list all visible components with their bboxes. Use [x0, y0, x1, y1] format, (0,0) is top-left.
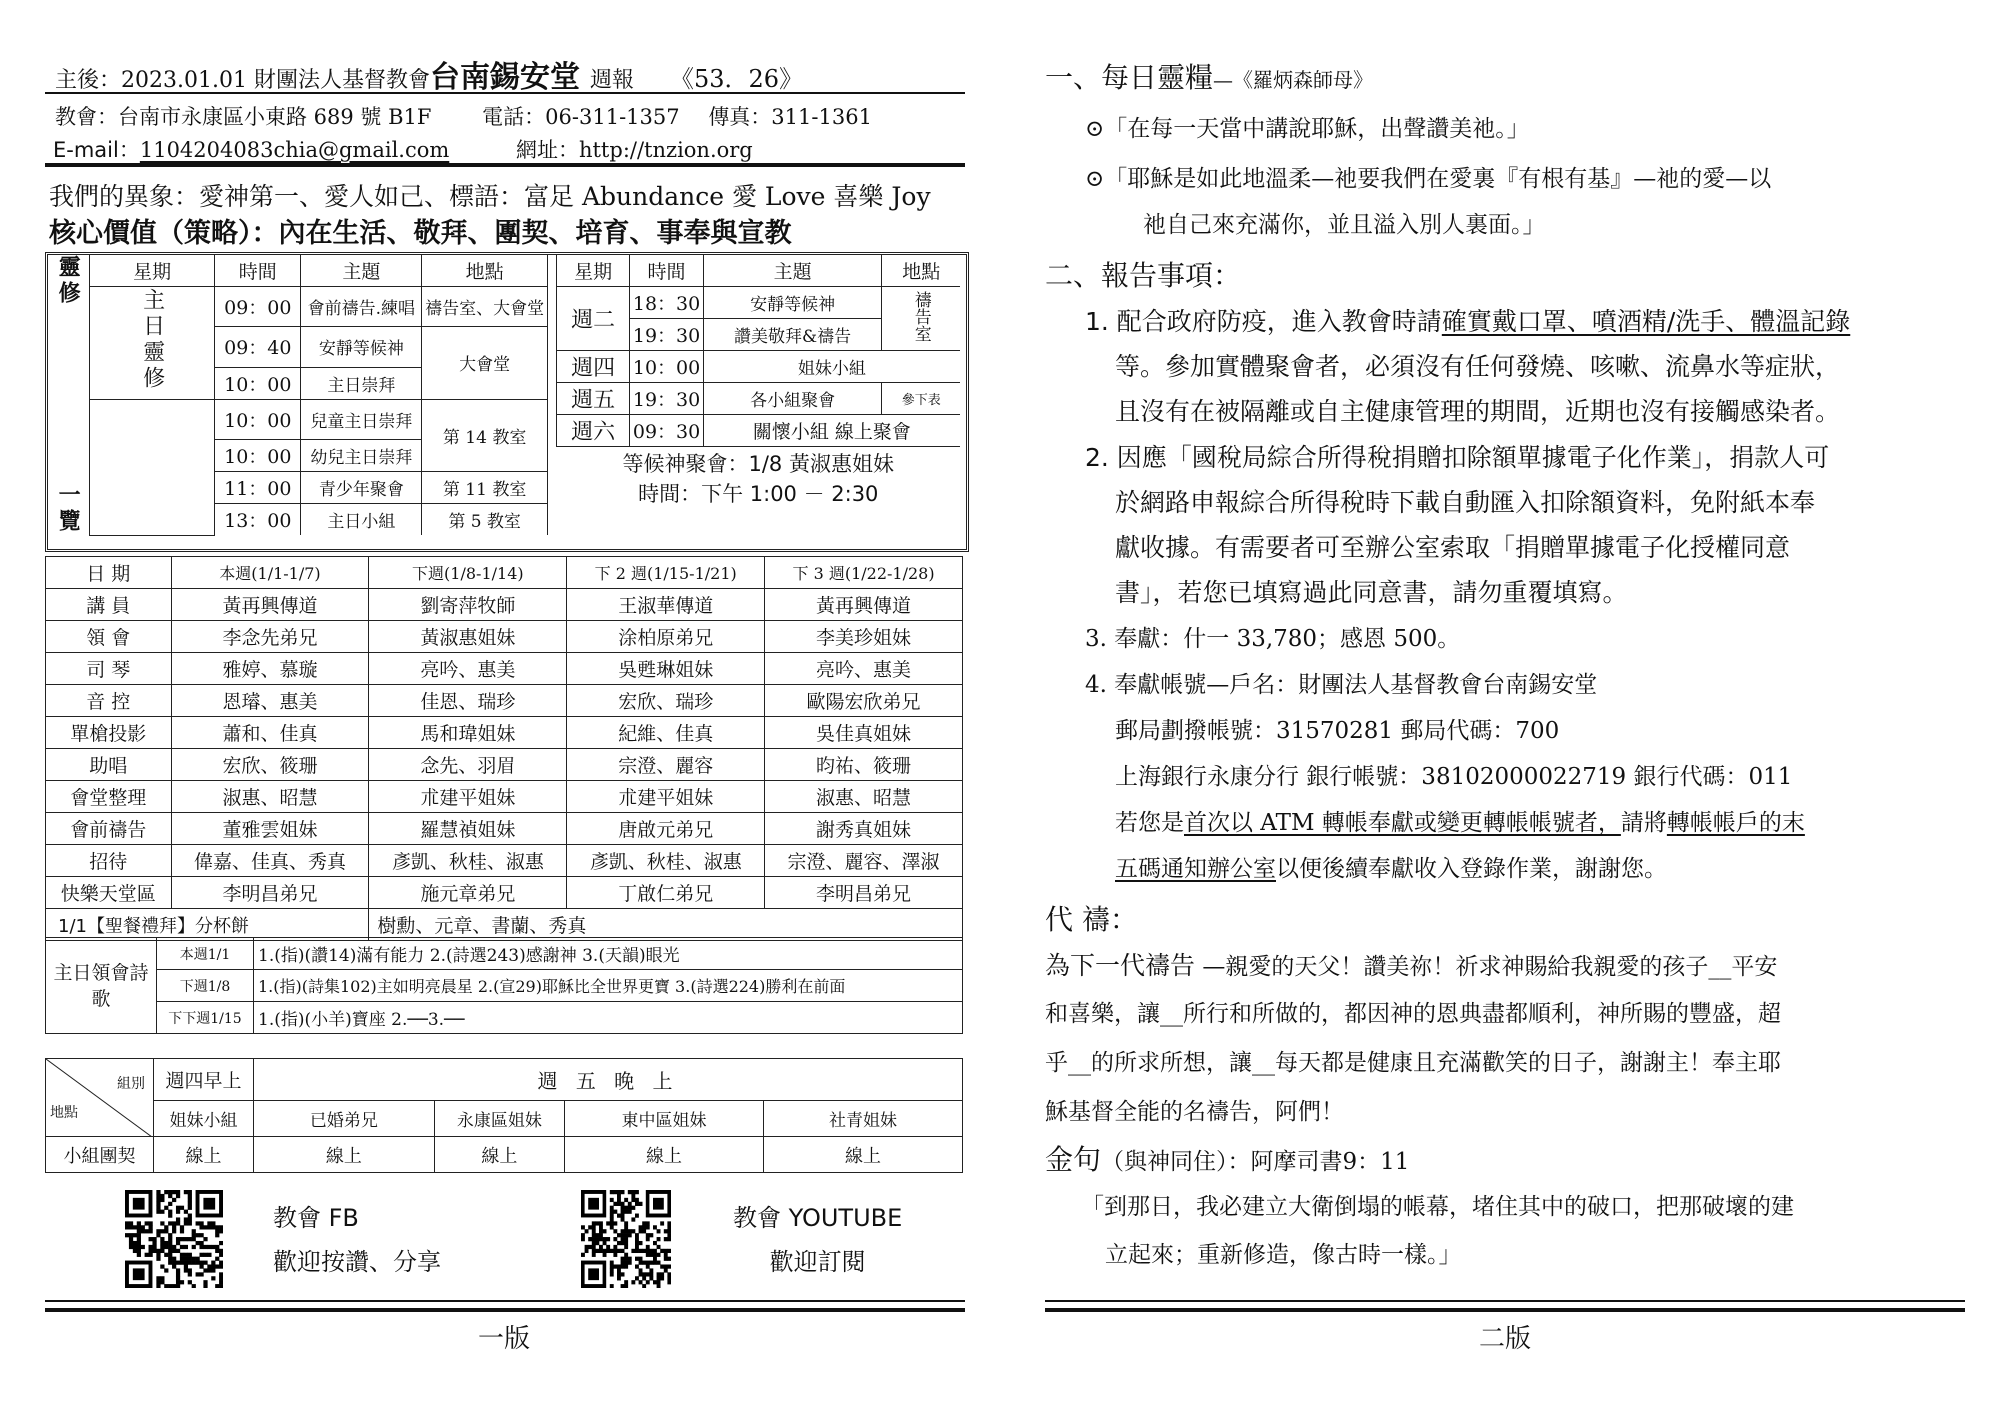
- footer-rule-thick: [1045, 1308, 1965, 1312]
- verse-reference: （與神同住）：阿摩司書9：11: [1101, 1149, 1410, 1175]
- church-name: 台南錫安堂: [429, 60, 580, 95]
- duty-role: 會前禱告: [46, 813, 172, 845]
- time-cell: 09：00: [215, 287, 301, 327]
- duty-cell: 宗澄、麗容: [567, 749, 765, 781]
- facebook-subtitle: 歡迎按讚、分享: [273, 1248, 441, 1276]
- group-place: 線上: [565, 1137, 764, 1173]
- verse-line1: 「到那日，我必建立大衛倒塌的帳幕，堵住其中的破口，把那破壞的建: [1081, 1194, 1794, 1220]
- topic-cell: 兒童主日崇拜: [301, 399, 422, 439]
- facebook-qr[interactable]: [125, 1190, 223, 1292]
- waiting-meeting: [557, 447, 961, 512]
- duty-cell: 黃再興傳道: [171, 589, 369, 621]
- time-cell: 19：30: [630, 383, 703, 415]
- topic-cell: 姐妹小組: [703, 351, 960, 383]
- duty-role: 招待: [46, 845, 172, 877]
- corner-top: 組別: [117, 1076, 146, 1092]
- small-group-table: [45, 1058, 963, 1173]
- qr-code-icon[interactable]: [581, 1190, 671, 1288]
- header-prefix: 主後：2023.01.01 財團法人基督教會: [55, 68, 430, 93]
- hymn-songs: 1.(指)(小羊)寶座 2.──3.──: [254, 1002, 963, 1034]
- duty-row: [46, 813, 963, 845]
- duty-cell: 佳恩、瑞珍: [369, 685, 567, 717]
- header-place: 地點: [882, 255, 960, 287]
- place-cell: 禱告室: [882, 287, 960, 351]
- duty-cell: 王淑華傳道: [567, 589, 765, 621]
- header-suffix: 週報: [589, 68, 634, 93]
- duty-cell: 唐啟元弟兄: [567, 813, 765, 845]
- address: 教會：台南市永康區小東路 689 號 B1F: [55, 105, 432, 129]
- announcement-1-line2: 等。參加實體聚會者，必須沒有任何發燒、咳嗽、流鼻水等症狀，: [1115, 352, 1841, 381]
- topic-cell: 關懷小組 線上聚會: [703, 415, 960, 447]
- duty-cell: 吳佳真姐妹: [765, 717, 963, 749]
- daily-bread-heading: [1045, 56, 1965, 96]
- group-corner: [46, 1059, 154, 1137]
- page-two-label: 二版: [1478, 1324, 1531, 1354]
- announcement-3: 3. 奉獻：什一 33,780；感恩 500。: [1085, 626, 1461, 652]
- duty-row: [46, 845, 963, 877]
- duty-role: 快樂天堂區: [46, 877, 172, 909]
- postal-account: 郵局劃撥帳號：31570281 郵局代碼：700: [1115, 718, 1560, 744]
- golden-verse: [1045, 1138, 1965, 1178]
- duty-cell: 念先、羽眉: [369, 749, 567, 781]
- duty-role: 單槍投影: [46, 717, 172, 749]
- header-topic: 主題: [301, 255, 422, 287]
- duty-cell: 黃再興傳道: [765, 589, 963, 621]
- time-cell: 13：00: [215, 504, 301, 536]
- header-weekday: 星期: [557, 255, 630, 287]
- daily-bread-title: 一、每日靈糧: [1045, 61, 1214, 94]
- time-cell: 10：00: [630, 351, 703, 383]
- facebook-caption: [273, 1196, 441, 1284]
- issue-number: 《53．26》: [669, 65, 804, 93]
- group-place: 線上: [434, 1137, 564, 1173]
- duty-role: 會堂整理: [46, 781, 172, 813]
- duty-cell: 李念先弟兄: [171, 621, 369, 653]
- header-time: 時間: [215, 255, 301, 287]
- bulletin-header: [55, 52, 955, 95]
- communion-names: 樹勳、元章、書蘭、秀真: [369, 909, 963, 941]
- duty-role: 講 員: [46, 589, 172, 621]
- prayer-label: 為下一代禱告: [1045, 951, 1196, 980]
- topic-cell: 安靜等候神: [703, 287, 882, 319]
- bullet-icon: ⊙: [1085, 166, 1105, 192]
- announcement-1: 1. 配合政府防疫，進入教會時請確實戴口罩、噴酒精/洗手、體溫記錄: [1085, 307, 1851, 336]
- daily-bread-author: —《羅炳森師母》: [1213, 68, 1374, 92]
- duty-row: [46, 749, 963, 781]
- duty-cell: 馬和瑋姐妹: [369, 717, 567, 749]
- hymn-songs: 1.(指)(詩集102)主如明亮晨星 2.(宣29)耶穌比全世界更寶 3.(詩選224)勝利在前面: [254, 970, 963, 1002]
- footer-rule-thin: [1045, 1300, 1965, 1302]
- topic-cell: 安靜等候神: [301, 327, 422, 367]
- bullet-icon: ⊙: [1085, 116, 1105, 142]
- announcement-4: 4. 奉獻帳號—戶名：財團法人基督教會台南錫安堂: [1085, 672, 1598, 698]
- duty-row: [46, 653, 963, 685]
- duty-cell: 蕭和、佳真: [171, 717, 369, 749]
- topic-cell: 幼兒主日崇拜: [301, 440, 422, 472]
- topic-cell: 各小組聚會: [703, 383, 882, 415]
- day-cell: 週六: [557, 415, 630, 447]
- verse-label: 金句: [1045, 1143, 1102, 1176]
- duty-role: 助唱: [46, 749, 172, 781]
- duty-cell: 彥凱、秋桂、淑惠: [567, 845, 765, 877]
- topic-cell: 讚美敬拜&禱告: [703, 319, 882, 351]
- place-cell: 第 11 教室: [422, 472, 548, 504]
- duty-rows: [46, 589, 963, 909]
- topic-cell: 主日小組: [301, 504, 422, 536]
- day-cell: 週二: [557, 287, 630, 351]
- duty-cell: 淑惠、昭慧: [171, 781, 369, 813]
- weekday-schedule: [556, 255, 960, 511]
- hymn-songs: 1.(指)(讚14)滿有能力 2.(詩選243)感謝神 3.(天韻)眼光: [254, 938, 963, 970]
- duty-cell: 李明昌弟兄: [765, 877, 963, 909]
- prayer-line4: 穌基督全能的名禱告，阿們！: [1045, 1099, 1344, 1125]
- duty-header: 下 3 週(1/22-1/28): [765, 557, 963, 589]
- duty-cell: 施元章弟兄: [369, 877, 567, 909]
- duty-cell: 恩璿、惠美: [171, 685, 369, 717]
- quote-one: ⊙「在每一天當中講說耶穌，出聲讚美祂。」: [1085, 116, 1530, 142]
- blank-weekday: [90, 399, 215, 535]
- hymn-week: 下下週1/15: [157, 1002, 254, 1034]
- verse-line2: 立起來；重新修造，像古時一樣。」: [1105, 1242, 1462, 1268]
- time-cell: 19：30: [630, 319, 703, 351]
- duty-role: 司 琴: [46, 653, 172, 685]
- atm-notice: 若您是首次以 ATM 轉帳奉獻或變更轉帳帳號者，請將轉帳帳戶的末: [1115, 810, 1805, 836]
- group-place: 線上: [763, 1137, 962, 1173]
- duty-cell: 羅慧禎姐妹: [369, 813, 567, 845]
- duty-cell: 涂柏原弟兄: [567, 621, 765, 653]
- topic-cell: 主日崇拜: [301, 367, 422, 399]
- youtube-subtitle: 歡迎訂閱: [769, 1248, 866, 1276]
- waiting-meeting-time: 時間：下午 1:00 － 2:30: [638, 482, 879, 506]
- facebook-label: 教會 FB: [273, 1204, 359, 1232]
- sunday-label: 主日靈修: [90, 287, 215, 400]
- contact-line: [55, 101, 955, 131]
- email-label: E-mail：: [53, 138, 140, 162]
- time-cell: 10：00: [215, 399, 301, 439]
- prayer-line3: 乎__的所求所想，讓__每天都是健康且充滿歡笑的日子，謝謝主！奉主耶: [1045, 1050, 1781, 1076]
- web-line: [53, 134, 953, 164]
- group-place: 線上: [254, 1137, 435, 1173]
- time-cell: 09：40: [215, 327, 301, 367]
- group-name: 姐妹小組: [154, 1101, 254, 1137]
- youtube-qr[interactable]: [581, 1190, 671, 1292]
- place-cell: 禱告室、大會堂: [422, 287, 548, 327]
- time-cell: 10：00: [215, 440, 301, 472]
- header-weekday: 星期: [90, 255, 215, 287]
- bank-account: 上海銀行永康分行 銀行帳號：38102000022719 銀行代碼：011: [1115, 764, 1793, 790]
- duty-row: [46, 877, 963, 909]
- communion-label: 1/1【聖餐禮拜】分杯餅: [46, 909, 369, 941]
- announcement-2-line3: 獻收據。有需要者可至辦公室索取「捐贈單據電子化授權同意: [1115, 533, 1791, 562]
- hymn-label: 主日領會詩歌: [46, 938, 157, 1034]
- vision-statement: 我們的異象：愛神第一、愛人如己、標語：富足 Abundance 愛 Love 喜樂 Joy: [49, 182, 931, 211]
- duty-header: 本週(1/1-1/7): [171, 557, 369, 589]
- duty-cell: 雅婷、慕璇: [171, 653, 369, 685]
- announcement-2-line4: 書」，若您已填寫過此同意書，請勿重覆填寫。: [1115, 578, 1628, 607]
- topic-cell: 青少年聚會: [301, 472, 422, 504]
- youtube-label: 教會 YOUTUBE: [733, 1204, 903, 1232]
- core-values: 核心價值（策略）：內在生活、敬拜、團契、培育、事奉與宣教: [49, 218, 792, 249]
- duty-cell: 朮建平姐妹: [567, 781, 765, 813]
- prayer-line2: 和喜樂，讓__所行和所做的，都因神的恩典盡都順利，神所賜的豐盛，超: [1045, 1001, 1781, 1027]
- duty-cell: 李美珍姐妹: [765, 621, 963, 653]
- header-topic: 主題: [703, 255, 882, 287]
- header-place: 地點: [422, 255, 548, 287]
- corner-bottom: 地點: [50, 1105, 78, 1121]
- sunday-schedule: [48, 255, 548, 536]
- email-link[interactable]: 1104204083chia@gmail.com: [139, 138, 450, 162]
- duty-header: 下 2 週(1/15-1/21): [567, 557, 765, 589]
- announcements-title: 二、報告事項：: [1045, 259, 1242, 292]
- hymn-week: 本週1/1: [157, 938, 254, 970]
- thursday-header: 週四早上: [154, 1059, 254, 1101]
- duty-cell: 昀祐、筱珊: [765, 749, 963, 781]
- duty-cell: 宏欣、筱珊: [171, 749, 369, 781]
- duty-cell: 劉寄萍牧師: [369, 589, 567, 621]
- prayer-line1: 為下一代禱告 —親愛的天父！讚美祢！祈求神賜給我親愛的孩子__平安: [1045, 951, 1778, 980]
- duty-header: 日 期: [46, 557, 172, 589]
- place-cell: 大會堂: [422, 327, 548, 399]
- announcement-2: 2. 因應「國稅局綜合所得稅捐贈扣除額單據電子化作業」，捐款人可: [1085, 443, 1830, 472]
- group-place: 線上: [154, 1137, 254, 1173]
- qr-code-icon[interactable]: [125, 1190, 223, 1288]
- waiting-meeting-title: 等候神聚會：1/8 黃淑惠姐妹: [622, 452, 894, 476]
- group-name: 社青姐妹: [763, 1101, 962, 1137]
- duty-cell: 亮吟、惠美: [369, 653, 567, 685]
- duty-cell: 彥凱、秋桂、淑惠: [369, 845, 567, 877]
- group-name: 東中區姐妹: [565, 1101, 764, 1137]
- diagonal-line: [46, 1059, 152, 1137]
- friday-header: 週 五 晚 上: [254, 1059, 963, 1101]
- duty-row: [46, 685, 963, 717]
- duty-row: [46, 781, 963, 813]
- day-cell: 週五: [557, 383, 630, 415]
- atm-notice-cont: 五碼通知辦公室以便後續奉獻收入登錄作業，謝謝您。: [1115, 856, 1667, 882]
- time-cell: 18：30: [630, 287, 703, 319]
- group-name: 永康區姐妹: [434, 1101, 564, 1137]
- duty-cell: 淑惠、昭慧: [765, 781, 963, 813]
- thick-divider: [45, 163, 965, 167]
- announcement-1-line3: 且沒有在被隔離或自主健康管理的期間，近期也沒有接觸感染者。: [1115, 397, 1841, 426]
- duty-cell: 紀維、佳真: [567, 717, 765, 749]
- duty-cell: 董雅雲姐妹: [171, 813, 369, 845]
- time-cell: 11：00: [215, 472, 301, 504]
- duty-row: [46, 589, 963, 621]
- quote-two: ⊙「耶穌是如此地溫柔—祂要我們在愛裏『有根有基』—祂的愛—以: [1085, 166, 1772, 192]
- duty-cell: 宗澄、麗容、澤淑: [765, 845, 963, 877]
- footer-rule-thin: [45, 1300, 965, 1302]
- header-divider: [45, 92, 965, 94]
- topic-cell: 會前禱告.練唱: [301, 287, 422, 327]
- time-cell: 09：30: [630, 415, 703, 447]
- announcement-2-line2: 於網路申報綜合所得稅時下載自動匯入扣除額資料，免附紙本奉: [1115, 488, 1816, 517]
- duty-cell: 謝秀真姐妹: [765, 813, 963, 845]
- side-label-top: 靈修: [55, 255, 82, 307]
- duty-header: 下週(1/8-1/14): [369, 557, 567, 589]
- duty-cell: 宏欣、瑞珍: [567, 685, 765, 717]
- quote-two-cont: 祂自己來充滿你，並且溢入別人裏面。」: [1143, 212, 1546, 238]
- day-cell: 週四: [557, 351, 630, 383]
- duty-row: [46, 717, 963, 749]
- side-label-bottom: 一覽: [55, 483, 82, 535]
- footer-rule-thick: [45, 1308, 965, 1312]
- header-time: 時間: [630, 255, 703, 287]
- page-one-label: 一版: [477, 1324, 530, 1354]
- place-cell: 參下表: [882, 383, 960, 415]
- duty-cell: 亮吟、惠美: [765, 653, 963, 685]
- duty-cell: 黃淑惠姐妹: [369, 621, 567, 653]
- hymn-table: [45, 937, 963, 1034]
- duty-cell: 丁啟仁弟兄: [567, 877, 765, 909]
- place-cell: 第 5 教室: [422, 504, 548, 536]
- duty-cell: 偉嘉、佳真、秀真: [171, 845, 369, 877]
- duty-role: 領 會: [46, 621, 172, 653]
- duty-cell: 歐陽宏欣弟兄: [765, 685, 963, 717]
- schedule-side-label: [48, 255, 90, 535]
- duty-roster: [45, 556, 963, 941]
- youtube-caption: [733, 1196, 902, 1284]
- duty-cell: 吳甦琳姐妹: [567, 653, 765, 685]
- fax: 傳真：311-1361: [708, 105, 872, 129]
- place-cell: 第 14 教室: [422, 399, 548, 471]
- duty-cell: 朮建平姐妹: [369, 781, 567, 813]
- duty-cell: 李明昌弟兄: [171, 877, 369, 909]
- schedule-box: [45, 252, 969, 552]
- phone: 電話：06-311-1357: [482, 105, 680, 129]
- duty-role: 音 控: [46, 685, 172, 717]
- duty-row: [46, 621, 963, 653]
- group-name: 已婚弟兄: [254, 1101, 435, 1137]
- hymn-week: 下週1/8: [157, 970, 254, 1002]
- website[interactable]: 網址：http://tnzion.org: [515, 138, 753, 162]
- prayer-title: 代 禱：: [1045, 903, 1138, 936]
- time-cell: 10：00: [215, 367, 301, 399]
- group-row-label: 小組團契: [46, 1137, 154, 1173]
